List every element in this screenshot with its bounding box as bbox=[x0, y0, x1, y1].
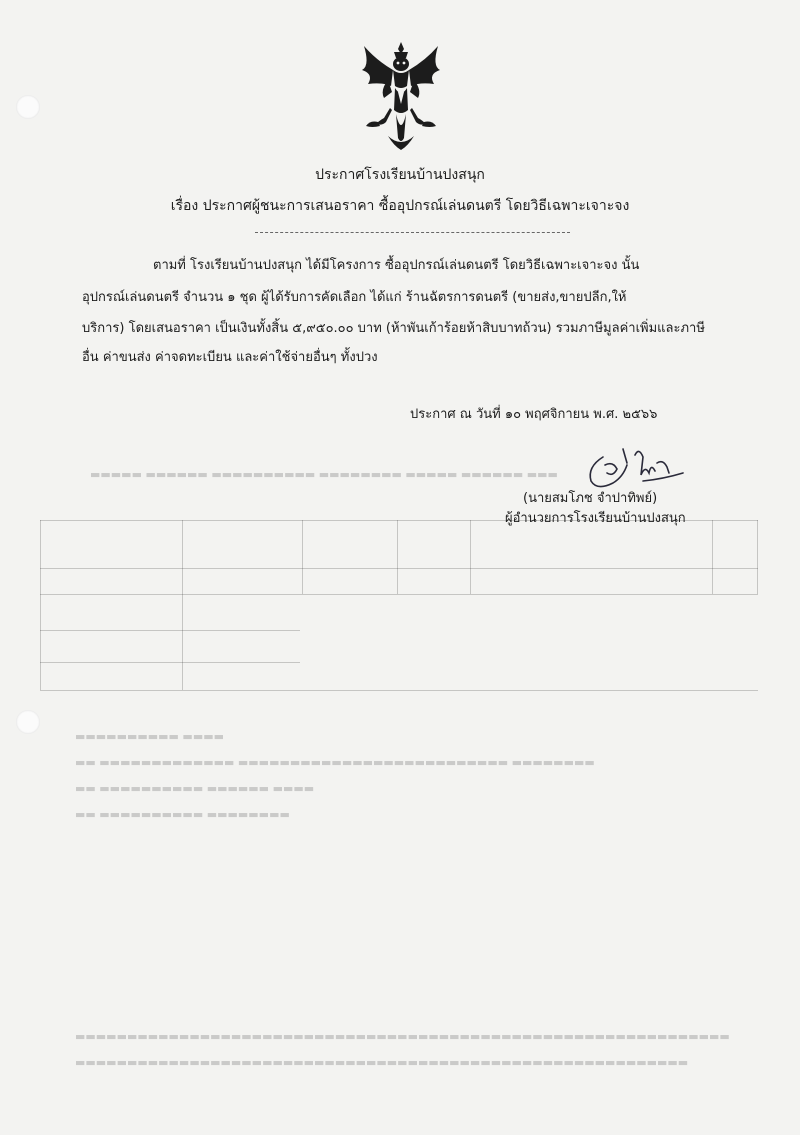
body-line-3: บริการ) โดยเสนอราคา เป็นเงินทั้งสิ้น ๕,๙๕๐.๐๐ บาท (ห้าพันเก้าร้อยห้าสิบบาทถ้วน) รวมภาษีมูลค่าเพิ่มและภาษี bbox=[82, 321, 705, 336]
body-line-1: ตามที่ โรงเรียนบ้านปงสนุก ได้มีโครงการ ซื้ออุปกรณ์เล่นดนตรี โดยวิธีเฉพาะเจาะจง นั้น bbox=[153, 258, 640, 273]
signatory-position: ผู้อำนวยการโรงเรียนบ้านปงสนุก bbox=[505, 511, 686, 526]
punch-hole-top bbox=[16, 95, 40, 119]
announcement-date: ประกาศ ณ วันที่ ๑๐ พฤศจิกายน พ.ศ. ๒๕๖๖ bbox=[410, 407, 658, 422]
document-title: ประกาศโรงเรียนบ้านปงสนุก bbox=[315, 167, 485, 183]
signatory-name: (นายสมโภช จำปาทิพย์) bbox=[523, 491, 658, 506]
bleed-through-footer: ▬▬▬▬▬▬▬▬▬▬▬▬▬▬▬▬▬▬▬▬▬▬▬▬▬▬▬▬▬▬▬▬▬▬▬▬▬▬▬▬▬▬▬▬▬▬▬▬▬▬▬▬▬▬▬▬▬▬▬▬▬▬▬ ▬▬▬▬▬▬▬▬▬▬▬▬▬▬▬▬▬▬▬▬▬▬▬▬▬▬▬▬▬▬▬▬▬▬▬▬▬▬▬▬▬▬▬▬▬▬▬▬▬▬▬▬▬▬▬▬▬▬▬ bbox=[75, 1030, 730, 1069]
garuda-emblem-icon bbox=[358, 40, 444, 152]
document-subject: เรื่อง ประกาศผู้ชนะการเสนอราคา ซื้ออุปกรณ์เล่นดนตรี โดยวิธีเฉพาะเจาะจง bbox=[170, 198, 630, 214]
body-line-4: อื่น ค่าขนส่ง ค่าจดทะเบียน และค่าใช้จ่ายอื่นๆ ทั้งปวง bbox=[82, 350, 378, 365]
punch-hole-bottom bbox=[16, 710, 40, 734]
title-separator bbox=[255, 232, 570, 233]
body-line-2: อุปกรณ์เล่นดนตรี จำนวน ๑ ชุด ผู้ได้รับการคัดเลือก ได้แก่ ร้านฉัตรการดนตรี (ขายส่ง,ขายปลีก,ให้ bbox=[82, 290, 627, 305]
bleed-through-lines: ▬▬▬▬▬▬▬▬▬▬ ▬▬▬▬ ▬▬ ▬▬▬▬▬▬▬▬▬▬▬▬▬ ▬▬▬▬▬▬▬▬▬▬▬▬▬▬▬▬▬▬▬▬▬▬▬▬▬▬ ▬▬▬▬▬▬▬▬ ▬▬ ▬▬▬▬▬▬▬▬▬▬ ▬▬▬▬▬▬ ▬▬▬▬ ▬▬ ▬▬▬▬▬▬▬▬▬▬ ▬▬▬▬▬▬▬▬ bbox=[75, 730, 595, 821]
bleed-through-text: ▬▬▬▬▬ ▬▬▬▬▬▬ ▬▬▬▬▬▬▬▬▬▬ ▬▬▬▬▬▬▬▬ ▬▬▬▬▬ ▬▬▬▬▬▬ ▬▬▬ bbox=[90, 468, 558, 481]
handwritten-signature-icon bbox=[583, 443, 693, 493]
bleed-through-table bbox=[40, 520, 758, 690]
